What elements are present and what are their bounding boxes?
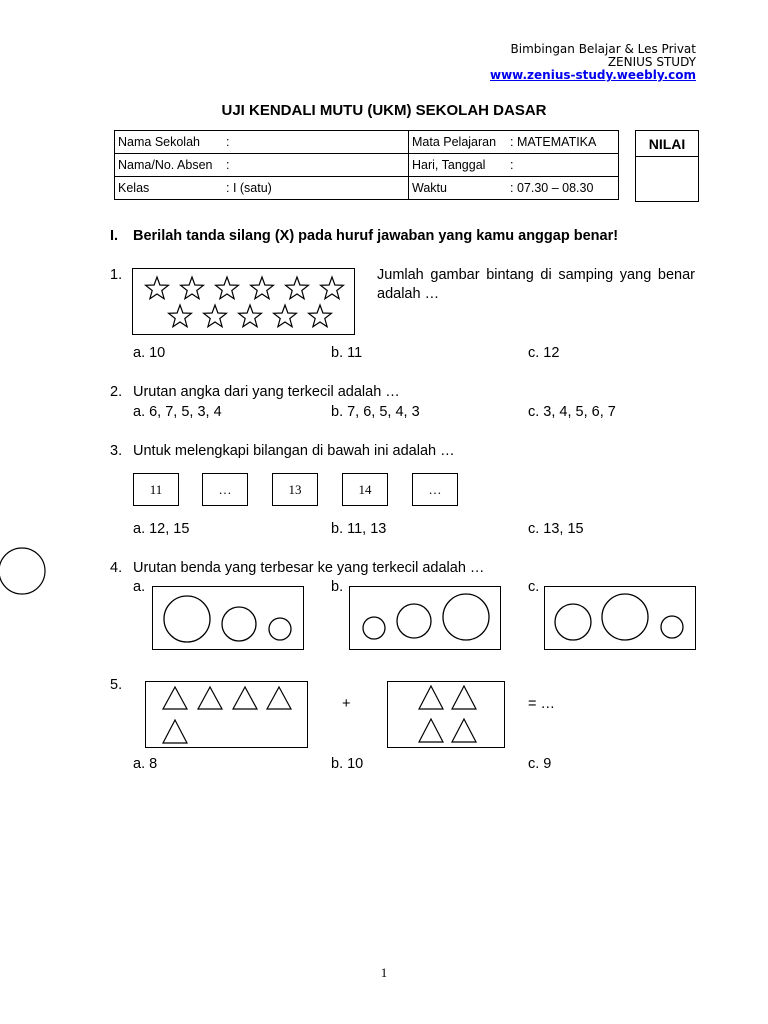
field-hari-tanggal[interactable]: Hari, Tanggal : — [409, 154, 619, 177]
star-icon — [286, 277, 309, 299]
q5-option-c[interactable]: c. 9 — [528, 756, 552, 772]
q3-box-4: 14 — [342, 473, 388, 506]
field-waktu: Waktu : 07.30 – 08.30 — [409, 177, 619, 200]
header-link[interactable]: www.zenius-study.weebly.com — [490, 68, 696, 82]
q4-option-b[interactable]: b. — [331, 579, 344, 595]
q4-text: Urutan benda yang terbesar ke yang terkecil adalah … — [133, 560, 485, 576]
field-kelas: Kelas : I (satu) — [115, 177, 409, 200]
q4-circles-c-drawing — [545, 587, 697, 651]
header-line1: Bimbingan Belajar & Les Privat — [510, 42, 696, 56]
q1-option-a[interactable]: a. 10 — [133, 345, 166, 361]
section-instruction: Berilah tanda silang (X) pada huruf jawaban yang kamu anggap benar! — [133, 228, 619, 244]
q5-equals: = … — [528, 696, 555, 712]
q1-option-b[interactable]: b. 11 — [331, 345, 363, 361]
q5-option-b[interactable]: b. 10 — [331, 756, 364, 772]
q1-number: 1. — [110, 267, 123, 283]
q5-triangles-left — [145, 681, 308, 748]
star-icon — [274, 305, 297, 327]
star-icon — [239, 305, 262, 327]
q1-stars — [133, 269, 356, 336]
section-number: I. — [110, 228, 119, 244]
q4-option-c[interactable]: c. — [528, 579, 540, 595]
q4-number: 4. — [110, 560, 123, 576]
q4-circles-b — [349, 586, 501, 650]
q3-box-1: 11 — [133, 473, 179, 506]
star-icon — [251, 277, 274, 299]
q1-text-line1: Jumlah gambar bintang di samping yang benar — [377, 267, 695, 283]
q3-option-b[interactable]: b. 11, 13 — [331, 521, 387, 537]
q1-option-c[interactable]: c. 12 — [528, 345, 560, 361]
page-title: UJI KENDALI MUTU (UKM) SEKOLAH DASAR — [221, 102, 547, 119]
q4-option-a[interactable]: a. — [133, 579, 146, 595]
q3-box-5: … — [412, 473, 458, 506]
star-icon — [321, 277, 344, 299]
field-mata-pelajaran: Mata Pelajaran : MATEMATIKA — [409, 131, 619, 154]
star-icon — [169, 305, 192, 327]
field-nama-sekolah[interactable]: Nama Sekolah : — [115, 131, 409, 154]
star-icon — [216, 277, 239, 299]
q3-option-a[interactable]: a. 12, 15 — [133, 521, 190, 537]
q4-circles-b-drawing — [350, 587, 502, 651]
header-block — [490, 43, 696, 82]
q3-box-3: 13 — [272, 473, 318, 506]
q2-option-c[interactable]: c. 3, 4, 5, 6, 7 — [528, 404, 616, 420]
q5-triangles-left-drawing — [146, 682, 309, 749]
header-line2: ZENIUS STUDY — [607, 55, 696, 69]
page-number: 1 — [380, 965, 388, 980]
q2-option-b[interactable]: b. 7, 6, 5, 4, 3 — [331, 404, 420, 420]
q5-plus: + — [342, 696, 351, 712]
q3-text: Untuk melengkapi bilangan di bawah ini adalah … — [133, 443, 455, 459]
q3-number: 3. — [110, 443, 123, 459]
q4-circles-c — [544, 586, 696, 650]
q2-number: 2. — [110, 384, 123, 400]
identity-table — [114, 130, 619, 200]
star-icon — [309, 305, 332, 327]
q2-text: Urutan angka dari yang terkecil adalah … — [133, 384, 400, 400]
q5-triangles-right-drawing — [388, 682, 506, 749]
margin-circle — [0, 548, 50, 598]
star-icon — [146, 277, 169, 299]
q5-number: 5. — [110, 677, 123, 693]
nilai-label: NILAI — [636, 131, 698, 157]
q5-option-a[interactable]: a. 8 — [133, 756, 158, 772]
q4-circles-a — [152, 586, 304, 650]
q4-circles-a-drawing — [153, 587, 305, 651]
q3-box-2: … — [202, 473, 248, 506]
q5-triangles-right — [387, 681, 505, 748]
q1-text-line2: adalah … — [377, 286, 440, 302]
field-nama-absen[interactable]: Nama/No. Absen : — [115, 154, 409, 177]
star-icon — [204, 305, 227, 327]
nilai-box[interactable] — [635, 130, 699, 202]
q3-option-c[interactable]: c. 13, 15 — [528, 521, 584, 537]
q1-star-box — [132, 268, 355, 335]
star-icon — [181, 277, 204, 299]
q2-option-a[interactable]: a. 6, 7, 5, 3, 4 — [133, 404, 222, 420]
